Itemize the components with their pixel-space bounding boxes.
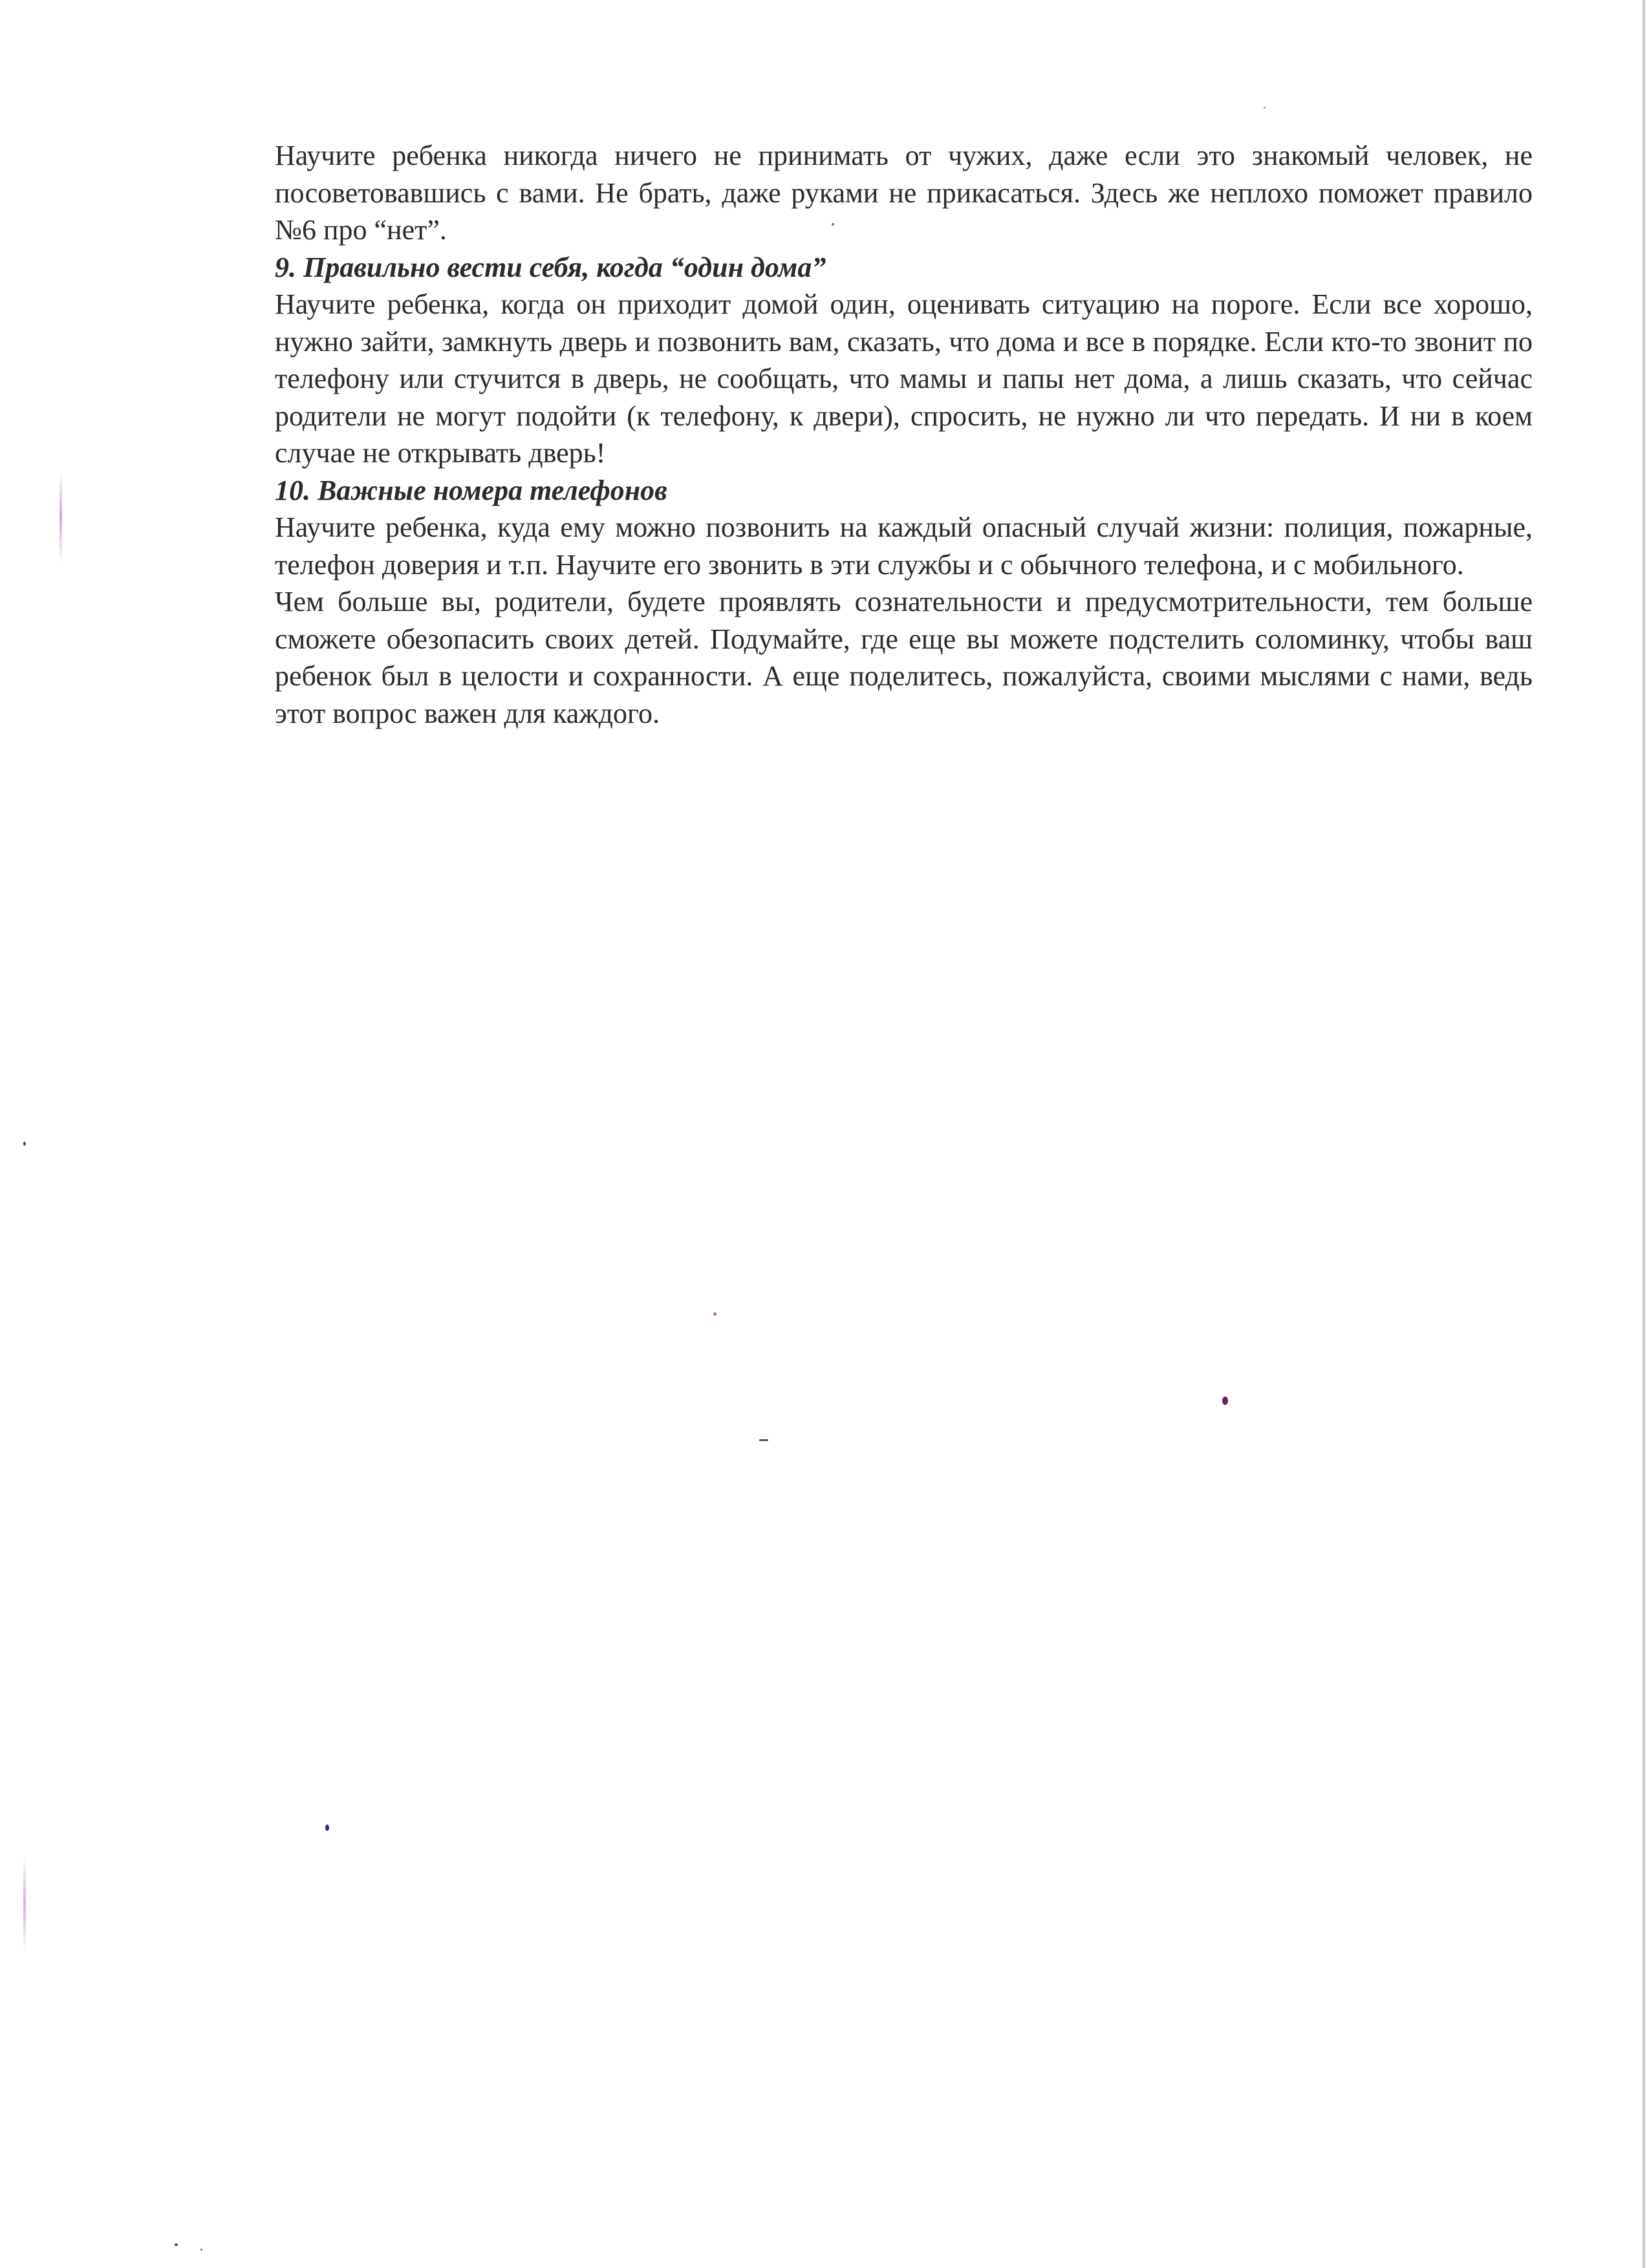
scan-speck: [200, 2249, 202, 2251]
heading-section-9: 9. Правильно вести себя, когда “один дома”: [275, 251, 826, 283]
scan-speck: [23, 1142, 26, 1146]
paragraph-phone-numbers: Научите ребенка, куда ему можно позвонить на каждый опасный случай жизни: полиция, пожарные, телефон доверия и т.п. Научите его звонить в эти службы и с обычного телефона, и с мобильного.: [275, 511, 1533, 581]
scan-speck: [175, 2243, 178, 2246]
scan-speck: [832, 223, 834, 226]
scan-streak-left-lower: [23, 1856, 26, 1952]
paragraph-home-alone: Научите ребенка, когда он приходит домой один, оценивать ситуацию на пороге. Если все хорошо, нужно зайти, замкнуть дверь и позвонить вам, сказать, что дома и все в порядке. Если кто-то звонит по телефону или стучится в дверь, не сообщать, что мамы и папы нет дома, а лишь сказать, что сейчас родители не могут подойти (к телефону, к двери), спросить, не нужно ли что передать. И ни в коем случае не открывать дверь!: [275, 288, 1533, 469]
scan-speck: [759, 1439, 768, 1441]
scan-speck: [325, 1824, 329, 1831]
document-text: [275, 137, 1533, 732]
heading-section-10: 10. Важные номера телефонов: [275, 474, 667, 506]
paragraph-conclusion: Чем больше вы, родители, будете проявлять сознательности и предусмотрительности, тем больше сможете обезопасить своих детей. Подумайте, где еще вы можете подстелить соломинку, чтобы ваш ребенок был в целости и сохранности. А еще поделитесь, пожалуйста, своими мыслями с нами, ведь этот вопрос важен для каждого.: [275, 586, 1533, 729]
scan-speck: [713, 1312, 717, 1316]
paragraph-intro: Научите ребенка никогда ничего не принимать от чужих, даже если это знакомый человек, не посоветовавшись с вами. Не брать, даже руками не прикасаться. Здесь же неплохо поможет правило №6 про “нет”.: [275, 140, 1533, 246]
scan-speck: [1264, 107, 1266, 109]
scan-streak-left-upper: [59, 472, 62, 562]
scan-speck: [1222, 1396, 1228, 1405]
scan-edge-shadow: [1642, 0, 1645, 2268]
